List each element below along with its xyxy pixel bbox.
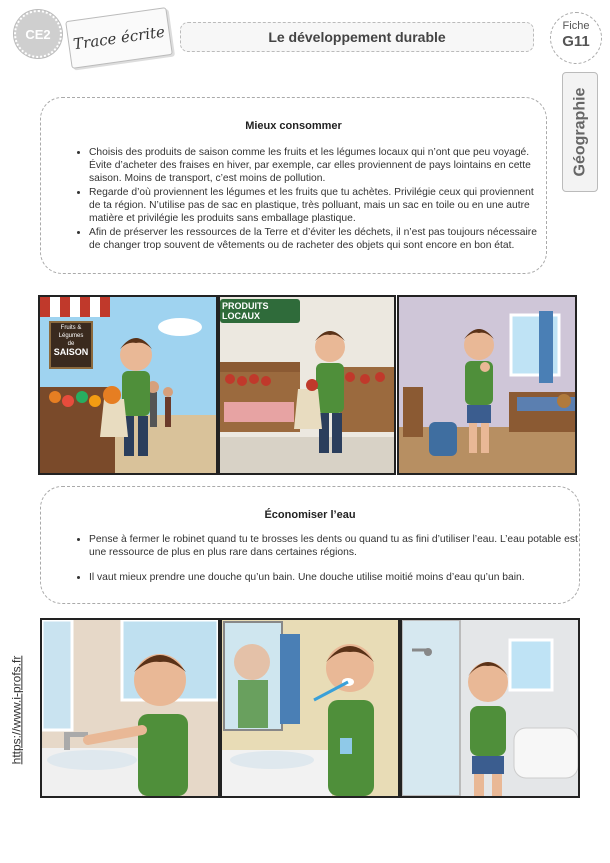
illustration-market (38, 295, 218, 475)
bedroom-scene (399, 297, 575, 473)
list-item: • Choisis des produits de saison comme les fruits et les légumes locaux qui n’ont que peu voyagé. Évite d’acheter des fraises en hiver, par exemple, car elles proviennent de pays lointains en cette saison. Moins de transport, c’est moins de pollution. (89, 146, 546, 185)
title-text: Le développement durable (268, 29, 446, 45)
fiche-label: Fiche (562, 20, 590, 32)
list-item: • Regarde d’où proviennent les légumes et les fruits que tu achètes. Privilégie ceux qui proviennent de ta région. N’utilise pas de sac en plastique, très polluant, mais un sac en toile ou en une autre matière et privilégie les produits sans emballage plastique. (89, 186, 546, 225)
bathroom-mirror-scene (222, 620, 398, 796)
section2-title: Économiser l’eau (264, 509, 356, 521)
subject-tab (562, 72, 598, 192)
seasonal-sign (50, 324, 92, 356)
list-item: • Afin de préserver les ressources de la Terre et d’éviter les déchets, il n’est pas toujours nécessaire de changer trop souvent de vêtements ou de racheter des objets qui sont encore en bon état. (89, 226, 546, 252)
section2-list (41, 533, 579, 584)
illustration-bedroom (397, 295, 577, 475)
illustration-shower (400, 618, 580, 798)
section1-title: Mieux consommer (245, 120, 342, 132)
subject-text: Géographie (571, 87, 588, 177)
supermarket-scene (220, 297, 394, 473)
site-link[interactable] (2, 650, 30, 770)
section1-list (41, 146, 546, 252)
tap-scene (42, 620, 218, 796)
level-badge (14, 10, 62, 58)
site-link-text[interactable]: https://www.i-profs.fr (9, 655, 24, 765)
page-title (180, 22, 534, 52)
section-economiser-eau (40, 486, 580, 604)
section-mieux-consommer (40, 97, 547, 274)
illustration-local-produce (218, 295, 396, 475)
sign-line: Fruits & Légumes (58, 325, 84, 339)
illustration-close-tap (40, 618, 220, 798)
tag-text: Trace écrite (72, 22, 166, 54)
fiche-badge (550, 12, 602, 64)
trace-ecrite-tag (65, 7, 173, 69)
sign-line: de (67, 341, 75, 347)
list-item: • Pense à fermer le robinet quand tu te brosses les dents ou quand tu as fini d’utiliser l’eau. L’eau potable est une ressource de plus en plus rare dans certaines régions. (89, 533, 579, 559)
shower-scene (402, 620, 578, 796)
level-text: CE2 (25, 26, 51, 42)
illustration-brushing-teeth (220, 618, 400, 798)
local-products-sign: PRODUITS LOCAUX (222, 301, 269, 321)
fiche-number: G11 (562, 33, 590, 50)
list-item: • Il vaut mieux prendre une douche qu’un bain. Une douche utilise moitié moins d’eau qu’un bain. (89, 571, 579, 584)
sign-line: SAISON (53, 347, 89, 357)
